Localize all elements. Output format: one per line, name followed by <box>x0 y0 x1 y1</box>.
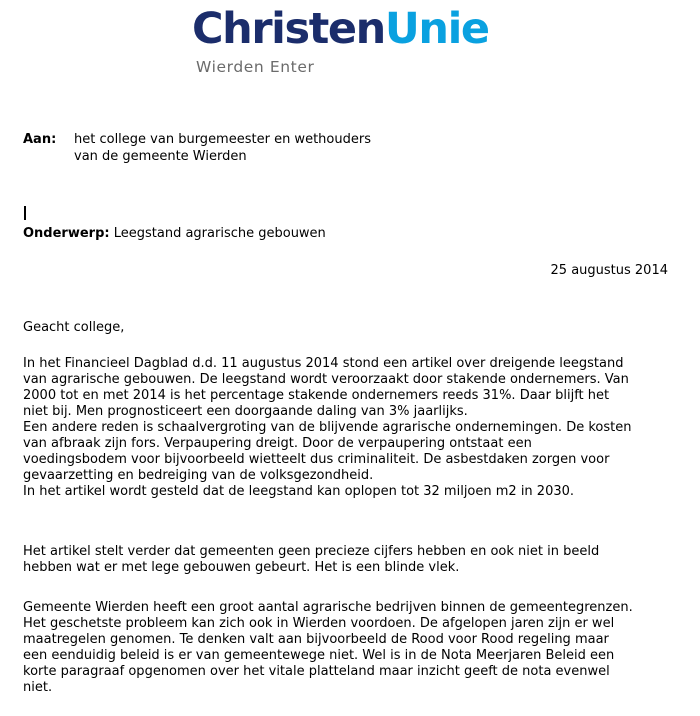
logo-word-unie: Unie <box>384 4 489 54</box>
paragraph-line: Het artikel stelt verder dat gemeenten geen precieze cijfers hebben en ook niet in beeld <box>23 544 600 559</box>
paragraph-line: 2000 tot en met 2014 is het percentage stakende ondernemers reeds 31%. Daar blijft het <box>23 388 610 403</box>
logo-word-christen: Christen <box>192 4 385 54</box>
logo-wordmark <box>192 4 489 54</box>
christenunie-logo <box>192 4 492 84</box>
logo-subtitle: Wierden Enter <box>196 58 315 76</box>
paragraph-line: een eenduidig beleid is er van gemeentewege niet. Wel is in de Nota Meerjaren Beleid een <box>23 648 615 663</box>
salutation: Geacht college, <box>23 320 125 335</box>
paragraph-line: gevaarzetting en bedreiging van de volksgezondheid. <box>23 468 374 483</box>
paragraph-line: maatregelen genomen. Te denken valt aan bijvoorbeeld de Rood voor Rood regeling maar <box>23 632 609 647</box>
subject-label: Onderwerp: <box>23 226 110 241</box>
paragraph-line: In het Financieel Dagblad d.d. 11 augustus 2014 stond een artikel over dreigende leegstand <box>23 356 624 371</box>
text-cursor <box>24 206 26 220</box>
paragraph-line: niet. <box>23 680 53 695</box>
recipient-label: Aan: <box>23 132 57 147</box>
paragraph-line: In het artikel wordt gesteld dat de leegstand kan oplopen tot 32 miljoen m2 in 2030. <box>23 484 575 499</box>
paragraph-2 <box>23 544 683 576</box>
paragraph-line: niet bij. Men prognosticeert een doorgaande daling van 3% jaarlijks. <box>23 404 468 419</box>
paragraph-line: Gemeente Wierden heeft een groot aantal agrarische bedrijven binnen de gemeentegrenzen. <box>23 600 633 615</box>
paragraph-line: korte paragraaf opgenomen over het vitale platteland maar inzicht geeft de nota evenwel <box>23 664 610 679</box>
paragraph-3 <box>23 600 683 696</box>
recipient-line-1: het college van burgemeester en wethouders <box>74 132 371 147</box>
subject-line <box>23 226 326 242</box>
recipient-line-2: van de gemeente Wierden <box>74 149 247 164</box>
paragraph-1 <box>23 356 683 500</box>
paragraph-line: hebben wat er met lege gebouwen gebeurt. Het is een blinde vlek. <box>23 560 460 575</box>
subject-text: Leegstand agrarische gebouwen <box>113 226 326 241</box>
paragraph-line: Het geschetste probleem kan zich ook in Wierden voordoen. De afgelopen jaren zijn er wel <box>23 616 615 631</box>
paragraph-line: van agrarische gebouwen. De leegstand wordt veroorzaakt door stakende ondernemers. Van <box>23 372 629 387</box>
paragraph-line: Een andere reden is schaalvergroting van de blijvende agrarische ondernemingen. De kosten <box>23 420 632 435</box>
letter-date: 25 augustus 2014 <box>550 263 668 278</box>
paragraph-line: voedingsbodem voor bijvoorbeeld wietteelt dus criminaliteit. De asbestdaken zorgen voor <box>23 452 610 467</box>
paragraph-line: van afbraak zijn fors. Verpaupering dreigt. Door de verpaupering ontstaat een <box>23 436 532 451</box>
